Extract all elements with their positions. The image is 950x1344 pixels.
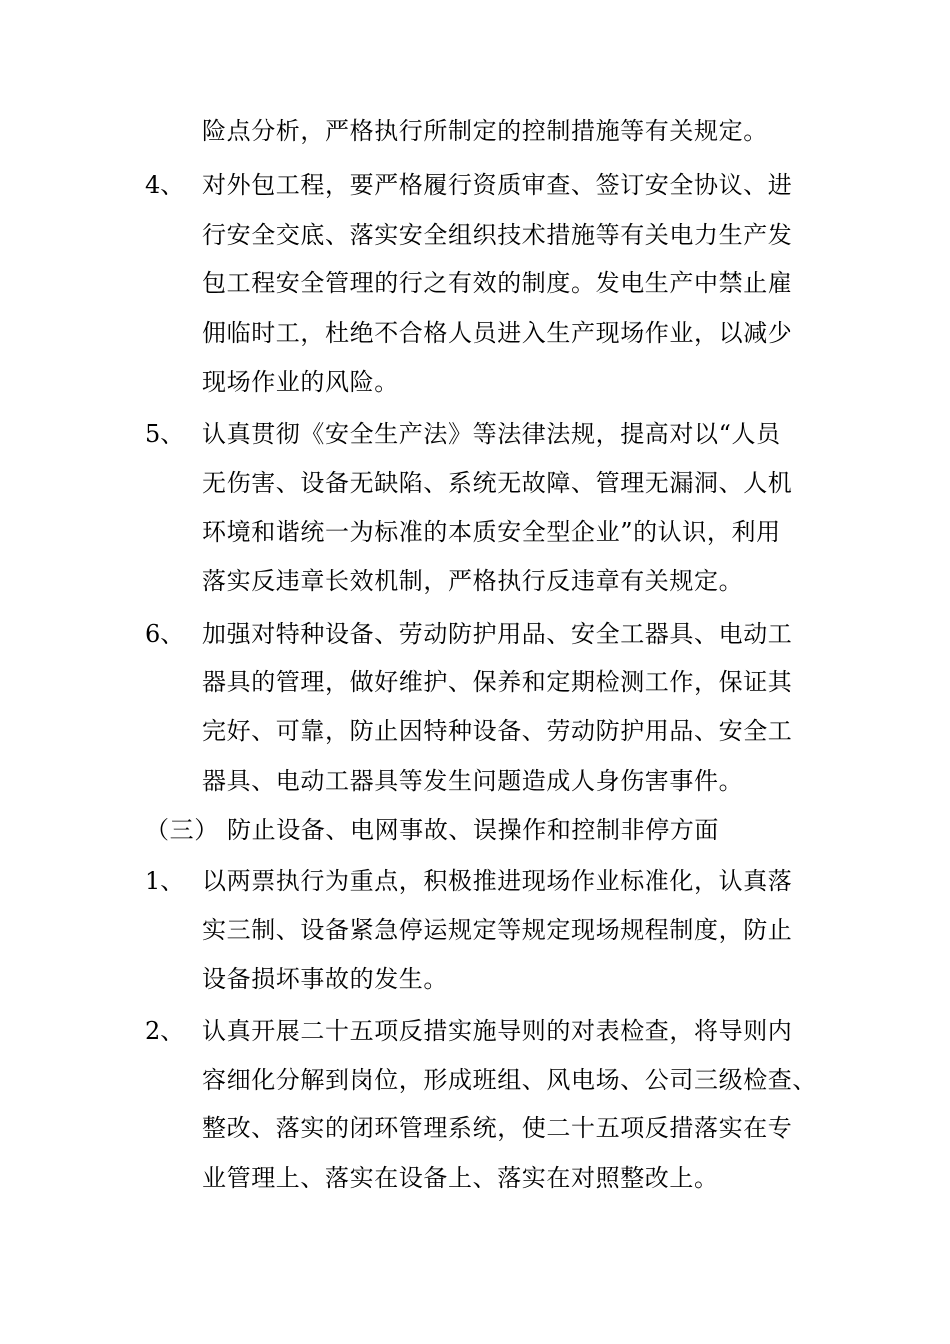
item-number: 6、 — [145, 620, 185, 648]
item-line: 完好、可靠，防止因特种设备、劳动防护用品、安全工 — [202, 717, 793, 745]
item-line: 佣临时工，杜绝不合格人员进入生产现场作业，以减少 — [202, 319, 793, 347]
item-line: 以两票执行为重点，积极推进现场作业标准化，认真落 — [202, 867, 793, 895]
item-line: 业管理上、落实在设备上、落实在对照整改上。 — [202, 1164, 719, 1192]
item-line: 设备损坏事故的发生。 — [202, 965, 448, 993]
section-heading: （三） 防止设备、电网事故、误操作和控制非停方面 — [145, 816, 720, 844]
item-number: 1、 — [145, 867, 185, 895]
item-line: 认真开展二十五项反措实施导则的对表检查，将导则内 — [202, 1017, 793, 1045]
item-line: 器具的管理，做好维护、保养和定期检测工作，保证其 — [202, 668, 793, 696]
item-line: 包工程安全管理的行之有效的制度。发电生产中禁止雇 — [202, 269, 793, 297]
item-line: 容细化分解到岗位，形成班组、风电场、公司三级检查、 — [202, 1066, 817, 1094]
item-line: 落实反违章长效机制，严格执行反违章有关规定。 — [202, 567, 744, 595]
item-line: 器具、电动工器具等发生问题造成人身伤害事件。 — [202, 767, 744, 795]
item-line: 现场作业的风险。 — [202, 368, 399, 396]
item-line: 行安全交底、落实安全组织技术措施等有关电力生产发 — [202, 221, 793, 249]
item-line: 加强对特种设备、劳动防护用品、安全工器具、电动工 — [202, 620, 793, 648]
item-line: 无伤害、设备无缺陷、系统无故障、管理无漏洞、人机 — [202, 469, 793, 497]
item-line: 对外包工程，要严格履行资质审查、签订安全协议、进 — [202, 171, 793, 199]
item-number: 5、 — [145, 420, 185, 448]
intro-continuation: 险点分析，严格执行所制定的控制措施等有关规定。 — [202, 117, 768, 145]
item-number: 4、 — [145, 171, 185, 199]
item-line: 整改、落实的闭环管理系统，使二十五项反措落实在专 — [202, 1114, 793, 1142]
item-line: 认真贯彻《安全生产法》等法律法规，提高对以“人员 — [202, 420, 781, 448]
item-line: 实三制、设备紧急停运规定等规定现场规程制度，防止 — [202, 916, 793, 944]
item-line: 环境和谐统一为标准的本质安全型企业”的认识，利用 — [202, 518, 781, 546]
item-number: 2、 — [145, 1017, 185, 1045]
